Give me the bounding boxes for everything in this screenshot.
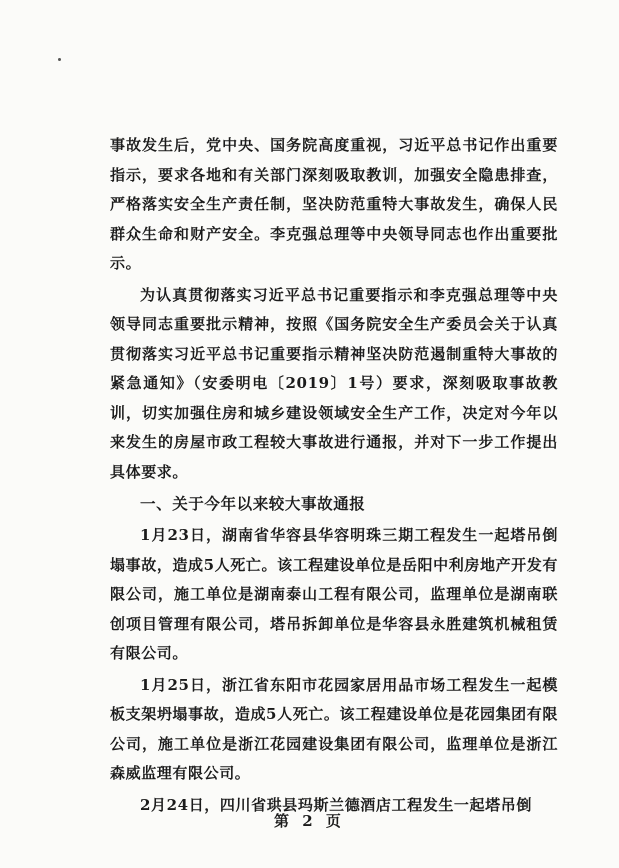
section-heading: 一、关于今年以来较大事故通报 <box>140 494 366 513</box>
paragraph-accident-1: 1月23日，湖南省华容县华容明珠三期工程发生一起塔吊倒塌事故，造成5人死亡。该工程建设单位是岳阳中利房地产开发有限公司，施工单位是湖南泰山工程有限公司，监理单位是湖南联创项目管理有限公司，塔吊拆卸单位是华容县永胜建筑机械租赁有限公司。 <box>110 526 558 662</box>
page-number: 第 2 页 <box>274 812 345 830</box>
paragraph-accident-3: 2月24日，四川省珙县玛斯兰德酒店工程发生一起塔吊倒 <box>140 795 532 814</box>
paragraph-intro: 事故发生后，党中央、国务院高度重视，习近平总书记作出重要指示，要求各地和有关部门深刻吸取教训，加强安全隐患排查，严格落实安全生产责任制，坚决防范重特大事故发生，确保人民群众生命和财产安全。李克强总理等中央领导同志也作出重要批示。 <box>110 136 558 272</box>
paragraph-accident-2: 1月25日，浙江省东阳市花园家居用品市场工程发生一起模板支架坍塌事故，造成5人死亡。该工程建设单位是花园集团有限公司，施工单位是浙江花园建设集团有限公司，监理单位是浙江森威监理有限公司。 <box>110 675 558 782</box>
document-body <box>110 131 558 822</box>
scan-speck <box>58 58 61 61</box>
paragraph-purpose: 为认真贯彻落实习近平总书记重要指示和李克强总理等中央领导同志重要批示精神，按照《国务院安全生产委员会关于认真贯彻落实习近平总书记重要指示精神坚决防范遏制重特大事故的紧急通知》（安委明电〔2019〕1号）要求，深刻吸取事故教训，切实加强住房和城乡建设领域安全生产工作，决定对今年以来发生的房屋市政工程较大事故进行通报，并对下一步工作提出具体要求。 <box>110 285 558 481</box>
